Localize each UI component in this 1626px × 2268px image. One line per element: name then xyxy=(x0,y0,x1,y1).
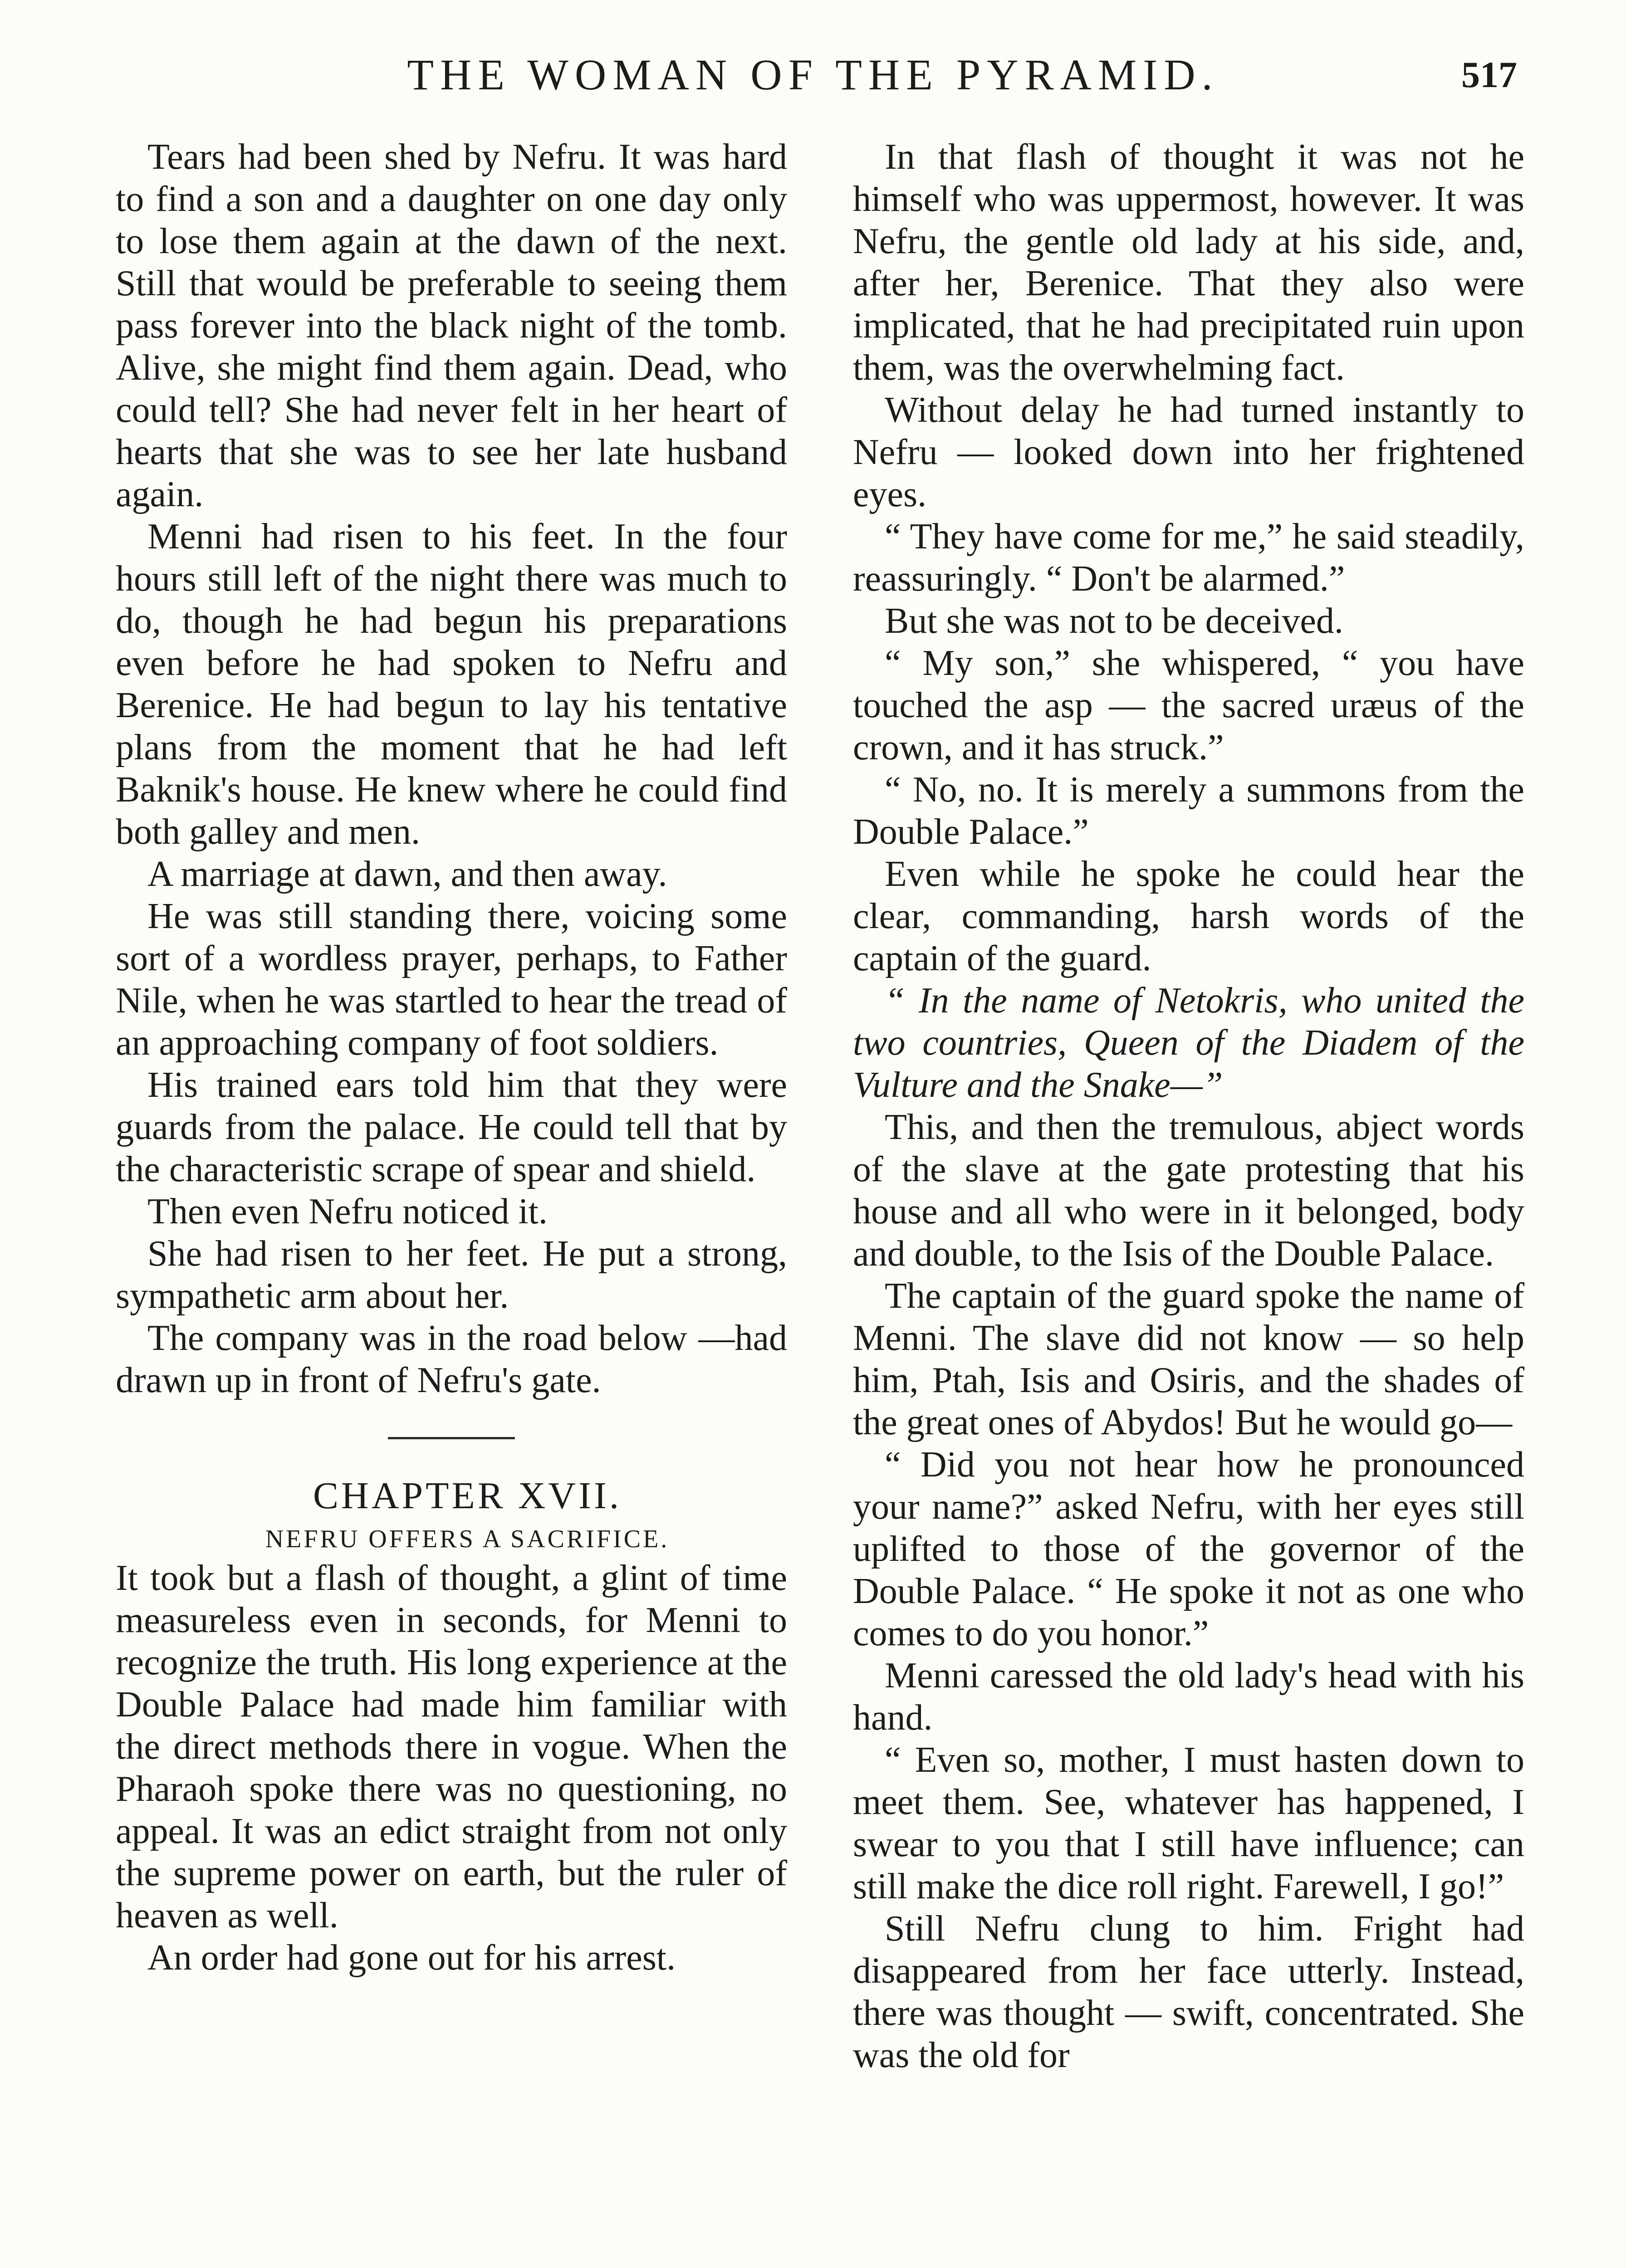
paragraph: “ Even so, mother, I must hasten down to meet them. See, whatever has happened, I swear to you that I still have influence; can still make the dice roll right. Farewell, I go!” xyxy=(853,1740,1524,1906)
left-column xyxy=(116,136,787,1979)
paragraph: Then even Nefru noticed it. xyxy=(147,1192,548,1232)
paragraph: Still Nefru clung to him. Fright had disappeared from her face utterly. Instead, there was thought — swift, concentrated. She was the old for xyxy=(853,1909,1524,2075)
paragraph: She had risen to her feet. He put a strong, sympathetic arm about her. xyxy=(116,1234,787,1316)
paragraph: “ Did you not hear how he pronounced your name?” asked Nefru, with her eyes still uplifted to those of the governor of the Double Palace. “ He spoke it not as one who comes to do you honor.” xyxy=(853,1445,1524,1653)
paragraph: His trained ears told him that they were guards from the palace. He could tell that by the characteristic scrape of spear and shield. xyxy=(116,1065,787,1189)
paragraph: Without delay he had turned instantly to Nefru — looked down into her frightened eyes. xyxy=(853,390,1524,514)
paragraph: Menni caressed the old lady's head with his hand. xyxy=(853,1656,1524,1738)
paragraph: A marriage at dawn, and then away. xyxy=(147,854,667,894)
paragraph: In that flash of thought it was not he himself who was uppermost, however. It was Nefru, the gentle old lady at his side, and, after her, Berenice. That they also were implicated, that he had precipitated ruin upon them, was the overwhelming fact. xyxy=(853,137,1524,388)
paragraph: An order had gone out for his arrest. xyxy=(147,1938,676,1978)
paragraph: “ My son,” she whispered, “ you have touched the asp — the sacred uræus of the crown, and it has struck.” xyxy=(853,643,1524,767)
paragraph: The captain of the guard spoke the name of Menni. The slave did not know — so help him, Ptah, Isis and Osiris, and the shades of the great ones of Abydos! But he would go— xyxy=(853,1276,1524,1442)
paragraph: Tears had been shed by Nefru. It was hard to find a son and a daughter on one day only to lose them again at the dawn of the next. Still that would be preferable to seeing them pass forever into the black night of the tomb. Alive, she might find them again. Dead, who could tell? She had never felt in her heart of hearts that she was to see her late husband again. xyxy=(116,137,787,514)
paragraph: The company was in the road below —had drawn up in front of Nefru's gate. xyxy=(116,1318,787,1400)
paragraph: He was still standing there, voicing some sort of a wordless prayer, perhaps, to Father Nile, when he was startled to hear the tread of an approaching company of foot soldiers. xyxy=(116,896,787,1063)
paragraph: This, and then the tremulous, abject words of the slave at the gate protesting that his house and all who were in it belonged, body and double, to the Isis of the Double Palace. xyxy=(853,1107,1524,1274)
paragraph: Menni had risen to his feet. In the four hours still left of the night there was much to do, though he had begun his preparations even before he had spoken to Nefru and Berenice. He had begun to lay his tentative plans from the moment that he had left Baknik's house. He knew where he could find both galley and men. xyxy=(116,517,787,852)
page-number: 517 xyxy=(1461,54,1517,95)
chapter-opening-paragraph: It took but a flash of thought, a glint of time measureless even in seconds, for Menni to recognize the truth. His long experience at the Double Palace had made him familiar with the direct methods there in vogue. When the Pharaoh spoke there was no questioning, no appeal. It was an edict straight from not only the supreme power on earth, but the ruler of heaven as well. xyxy=(116,1558,787,1936)
running-title: THE WOMAN OF THE PYRAMID. xyxy=(407,50,1219,99)
paragraph: But she was not to be deceived. xyxy=(885,601,1343,641)
chapter-subtitle: NEFRU OFFERS A SACRIFICE. xyxy=(265,1525,670,1553)
chapter-title: CHAPTER XVII. xyxy=(313,1475,622,1517)
italic-proclamation: “ In the name of Netokris, who united the two countries, Queen of the Diadem of the Vulture and the Snake—” xyxy=(853,981,1524,1105)
paragraph: “ No, no. It is merely a summons from the Double Palace.” xyxy=(853,770,1524,852)
section-divider xyxy=(388,1437,515,1439)
page-header xyxy=(109,43,1517,107)
paragraph: Even while he spoke he could hear the clear, commanding, harsh words of the captain of the guard. xyxy=(853,854,1524,978)
paragraph: “ They have come for me,” he said steadily, reassuringly. “ Don't be alarmed.” xyxy=(853,517,1524,599)
right-column xyxy=(853,136,1524,2077)
